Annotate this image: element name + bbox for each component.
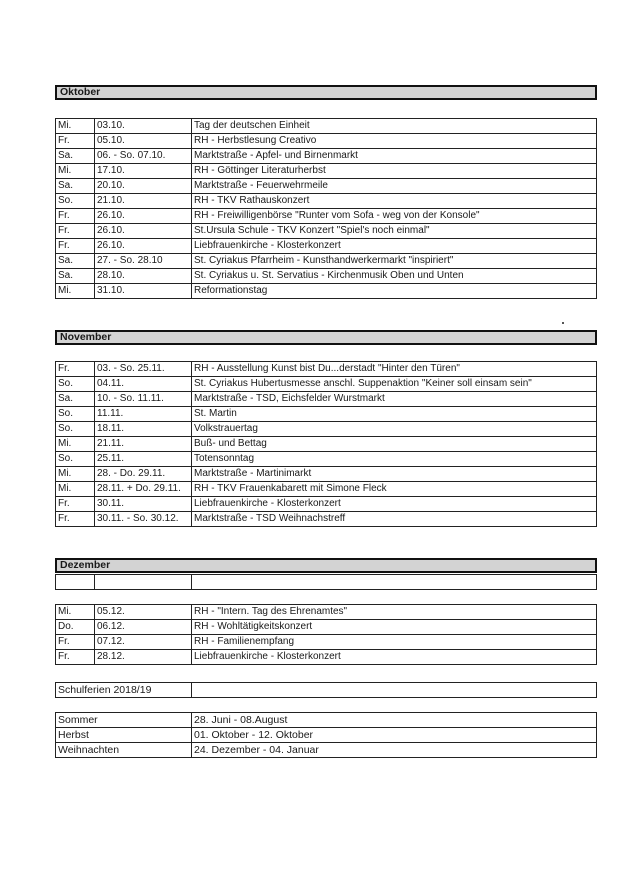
event-cell: Volkstrauertag (192, 422, 597, 437)
event-row (56, 497, 597, 512)
event-cell: Tag der deutschen Einheit (192, 119, 597, 134)
date-cell: 27. - So. 28.10 (95, 254, 192, 269)
event-row (56, 437, 597, 452)
event-cell: St.Ursula Schule - TKV Konzert "Spiel's noch einmal" (192, 224, 597, 239)
weekday-cell: Fr. (56, 497, 95, 512)
event-cell: Buß- und Bettag (192, 437, 597, 452)
holiday-name-cell: Herbst (56, 728, 192, 743)
event-cell: St. Cyriakus u. St. Servatius - Kirchenmusik Oben und Unten (192, 269, 597, 284)
events-table-dezember (55, 574, 597, 665)
holiday-period-cell: 28. Juni - 08.August (192, 713, 597, 728)
event-cell: Marktstraße - Apfel- und Birnenmarkt (192, 149, 597, 164)
holiday-name-cell: Sommer (56, 713, 192, 728)
weekday-cell: So. (56, 407, 95, 422)
event-cell: St. Cyriakus Pfarrheim - Kunsthandwerkermarkt "inspiriert" (192, 254, 597, 269)
weekday-cell: Fr. (56, 239, 95, 254)
event-row (56, 179, 597, 194)
event-cell: Marktstraße - Martinimarkt (192, 467, 597, 482)
date-cell: 05.10. (95, 134, 192, 149)
event-cell: Liebfrauenkirche - Klosterkonzert (192, 650, 597, 665)
date-cell: 04.11. (95, 377, 192, 392)
events-table-november (55, 361, 597, 527)
event-row (56, 224, 597, 239)
weekday-cell: So. (56, 194, 95, 209)
date-cell: 20.10. (95, 179, 192, 194)
event-row (56, 284, 597, 299)
empty-row (56, 575, 597, 590)
event-row (56, 452, 597, 467)
holidays-title: Schulferien 2018/19 (56, 683, 192, 698)
event-row (56, 119, 597, 134)
date-cell: 30.11. (95, 497, 192, 512)
date-cell: 06.12. (95, 620, 192, 635)
date-cell: 03. - So. 25.11. (95, 362, 192, 377)
event-cell: Liebfrauenkirche - Klosterkonzert (192, 497, 597, 512)
weekday-cell: Sa. (56, 254, 95, 269)
weekday-cell: Sa. (56, 179, 95, 194)
empty-cell (192, 575, 597, 590)
speck (562, 322, 564, 324)
event-row (56, 362, 597, 377)
event-row (56, 377, 597, 392)
weekday-cell: Sa. (56, 269, 95, 284)
section-title: November (60, 331, 112, 343)
date-cell: 10. - So. 11.11. (95, 392, 192, 407)
date-cell: 25.11. (95, 452, 192, 467)
date-cell: 26.10. (95, 224, 192, 239)
date-cell: 18.11. (95, 422, 192, 437)
empty-cell (95, 575, 192, 590)
event-row (56, 269, 597, 284)
event-row (56, 149, 597, 164)
event-cell: RH - "Intern. Tag des Ehrenamtes" (192, 605, 597, 620)
event-cell: Reformationstag (192, 284, 597, 299)
weekday-cell: So. (56, 422, 95, 437)
spacer-row (56, 698, 597, 713)
event-row (56, 392, 597, 407)
weekday-cell: Mi. (56, 119, 95, 134)
section-header-dezember (55, 558, 597, 573)
date-cell: 31.10. (95, 284, 192, 299)
event-cell: Marktstraße - Feuerwehrmeile (192, 179, 597, 194)
date-cell: 06. - So. 07.10. (95, 149, 192, 164)
holiday-period-cell: 01. Oktober - 12. Oktober (192, 728, 597, 743)
event-cell: RH - Wohltätigkeitskonzert (192, 620, 597, 635)
section-header-oktober (55, 85, 597, 100)
weekday-cell: Mi. (56, 482, 95, 497)
weekday-cell: So. (56, 452, 95, 467)
date-cell: 17.10. (95, 164, 192, 179)
event-row (56, 422, 597, 437)
event-row (56, 605, 597, 620)
date-cell: 28.12. (95, 650, 192, 665)
weekday-cell: Mi. (56, 467, 95, 482)
holiday-row (56, 743, 597, 758)
weekday-cell: Fr. (56, 362, 95, 377)
event-cell: Marktstraße - TSD, Eichsfelder Wurstmarkt (192, 392, 597, 407)
weekday-cell: Mi. (56, 605, 95, 620)
event-cell: RH - Familienempfang (192, 635, 597, 650)
weekday-cell: Fr. (56, 134, 95, 149)
event-row (56, 467, 597, 482)
event-row (56, 134, 597, 149)
holidays-header-row (56, 683, 597, 698)
date-cell: 28. - Do. 29.11. (95, 467, 192, 482)
spacer-row (56, 590, 597, 605)
event-cell: RH - Ausstellung Kunst bist Du...derstadt "Hinter den Türen" (192, 362, 597, 377)
date-cell: 26.10. (95, 209, 192, 224)
date-cell: 03.10. (95, 119, 192, 134)
event-cell: Totensonntag (192, 452, 597, 467)
weekday-cell: Fr. (56, 224, 95, 239)
weekday-cell: Fr. (56, 650, 95, 665)
holiday-name-cell: Weihnachten (56, 743, 192, 758)
holiday-row (56, 713, 597, 728)
date-cell: 07.12. (95, 635, 192, 650)
date-cell: 21.11. (95, 437, 192, 452)
section-title: Oktober (60, 86, 101, 98)
event-cell: RH - Göttinger Literaturherbst (192, 164, 597, 179)
event-row (56, 209, 597, 224)
event-cell: RH - Freiwilligenbörse "Runter vom Sofa - weg von der Konsole" (192, 209, 597, 224)
weekday-cell: Sa. (56, 149, 95, 164)
event-cell: Marktstraße - TSD Weihnachstreff (192, 512, 597, 527)
weekday-cell: Mi. (56, 164, 95, 179)
weekday-cell: Fr. (56, 512, 95, 527)
date-cell: 11.11. (95, 407, 192, 422)
date-cell: 28.11. + Do. 29.11. (95, 482, 192, 497)
weekday-cell: Fr. (56, 209, 95, 224)
section-title: Dezember (60, 559, 111, 571)
date-cell: 26.10. (95, 239, 192, 254)
event-cell: St. Martin (192, 407, 597, 422)
date-cell: 05.12. (95, 605, 192, 620)
event-cell: St. Cyriakus Hubertusmesse anschl. Suppenaktion "Keiner soll einsam sein" (192, 377, 597, 392)
event-cell: RH - TKV Frauenkabarett mit Simone Fleck (192, 482, 597, 497)
events-table-oktober (55, 118, 597, 299)
holidays-header-empty (192, 683, 597, 698)
weekday-cell: Mi. (56, 284, 95, 299)
event-cell: RH - TKV Rathauskonzert (192, 194, 597, 209)
event-row (56, 407, 597, 422)
event-row (56, 239, 597, 254)
event-cell: RH - Herbstlesung Creativo (192, 134, 597, 149)
date-cell: 21.10. (95, 194, 192, 209)
holiday-row (56, 728, 597, 743)
event-row (56, 254, 597, 269)
school-holidays-table (55, 682, 597, 758)
event-cell: Liebfrauenkirche - Klosterkonzert (192, 239, 597, 254)
date-cell: 28.10. (95, 269, 192, 284)
weekday-cell: Fr. (56, 635, 95, 650)
weekday-cell: Mi. (56, 437, 95, 452)
event-row (56, 620, 597, 635)
event-row (56, 650, 597, 665)
date-cell: 30.11. - So. 30.12. (95, 512, 192, 527)
event-row (56, 194, 597, 209)
event-row (56, 635, 597, 650)
empty-cell (56, 575, 95, 590)
event-row (56, 482, 597, 497)
holiday-period-cell: 24. Dezember - 04. Januar (192, 743, 597, 758)
event-row (56, 164, 597, 179)
weekday-cell: Do. (56, 620, 95, 635)
weekday-cell: So. (56, 377, 95, 392)
weekday-cell: Sa. (56, 392, 95, 407)
event-row (56, 512, 597, 527)
section-header-november (55, 330, 597, 345)
